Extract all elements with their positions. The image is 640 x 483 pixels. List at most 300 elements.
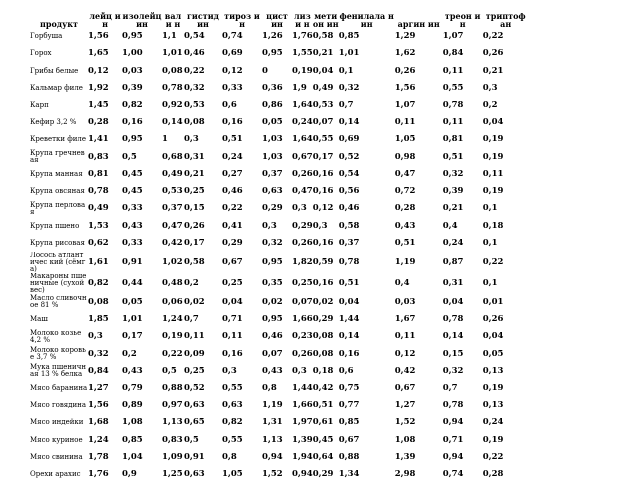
value-cell: 0,95 — [122, 134, 143, 145]
value-cell: 0,43 — [394, 220, 416, 231]
table-row — [30, 380, 529, 397]
value-cell: 0,29 — [262, 203, 283, 214]
value-cell: 1,64 — [292, 99, 313, 110]
value-cell: 0,67 — [338, 434, 360, 445]
value-cell: 0,29 — [312, 314, 334, 325]
column-header: вали н — [164, 11, 182, 29]
value-cell: 1,04 — [122, 451, 143, 462]
value-cell: 0,37 — [338, 237, 360, 248]
product-name-cell: Горбуша — [30, 32, 63, 41]
product-name-cell: Горох — [30, 49, 52, 58]
value-cell: 1,31 — [262, 417, 283, 428]
value-cell: 1,82 — [292, 256, 313, 267]
value-cell: 1,41 — [88, 134, 109, 145]
value-cell: 0,2 — [184, 277, 199, 288]
value-cell: 0,37 — [262, 168, 283, 179]
value-cell: 1,01 — [162, 48, 183, 59]
value-cell: 0,31 — [442, 277, 464, 288]
value-cell: 0,84 — [442, 48, 464, 59]
value-cell: 0,47 — [394, 168, 416, 179]
column-header: лейц ин — [89, 11, 121, 29]
value-cell: 0,65 — [184, 417, 205, 428]
value-cell: 0,3 — [292, 365, 307, 376]
value-cell: 0,33 — [122, 237, 143, 248]
value-cell: 0,29 — [312, 469, 334, 480]
value-cell: 0,14 — [162, 117, 183, 128]
value-cell: 0,47 — [162, 220, 183, 231]
value-cell: 0,78 — [338, 256, 360, 267]
value-cell: 0,53 — [184, 99, 205, 110]
value-cell: 0,95 — [262, 314, 283, 325]
value-cell: 0,42 — [312, 383, 334, 394]
value-cell: 0,81 — [88, 168, 109, 179]
column-header: лизи н — [294, 11, 311, 29]
value-cell: 0,52 — [184, 383, 205, 394]
value-cell: 0,94 — [442, 451, 464, 462]
value-cell: 0,19 — [482, 134, 504, 145]
value-cell: 1,68 — [88, 417, 109, 428]
value-cell: 0,62 — [88, 237, 109, 248]
value-cell: 0,04 — [222, 296, 243, 307]
product-name-cell: Мясо индейки — [30, 418, 84, 427]
column-header: аргин ин — [397, 19, 440, 29]
value-cell: 0,71 — [442, 434, 464, 445]
table-row — [30, 466, 529, 483]
value-cell: 0,63 — [222, 400, 243, 411]
value-cell: 1,01 — [122, 314, 143, 325]
value-cell: 0,46 — [222, 186, 243, 197]
value-cell: 0,11 — [184, 331, 205, 342]
value-cell: 1,27 — [88, 383, 109, 394]
value-cell: 0,24 — [442, 237, 464, 248]
value-cell: 0,46 — [184, 48, 205, 59]
value-cell: 0,72 — [394, 186, 416, 197]
value-cell: 0,94 — [292, 469, 313, 480]
table-row — [30, 397, 529, 414]
value-cell: 0,25 — [184, 186, 205, 197]
header-row — [30, 6, 529, 28]
value-cell: 0,45 — [122, 186, 143, 197]
value-cell: 0,32 — [262, 237, 283, 248]
value-cell: 0,32 — [442, 168, 464, 179]
value-cell: 0,28 — [394, 203, 416, 214]
value-cell: 0,55 — [222, 434, 243, 445]
value-cell: 0,14 — [338, 331, 360, 342]
value-cell: 0,19 — [482, 383, 504, 394]
value-cell: 0,7 — [338, 99, 354, 110]
value-cell: 0,6 — [338, 365, 354, 376]
value-cell: 0,44 — [122, 277, 143, 288]
table-row — [30, 114, 529, 131]
value-cell: 1,26 — [262, 31, 283, 42]
table-row — [30, 432, 529, 449]
value-cell: 1,07 — [394, 99, 416, 110]
value-cell: 0,71 — [222, 314, 243, 325]
product-name-cell: Масло сливочное 81 % — [30, 294, 87, 310]
value-cell: 0,22 — [162, 348, 183, 359]
value-cell: 0,52 — [338, 151, 360, 162]
value-cell: 1,66 — [292, 400, 313, 411]
value-cell: 0,78 — [442, 314, 464, 325]
value-cell: 0,08 — [88, 296, 109, 307]
value-cell: 0,95 — [122, 31, 143, 42]
value-cell: 1,24 — [162, 314, 183, 325]
value-cell: 1,39 — [394, 451, 416, 462]
product-name-cell: Макароны пшеничные (сухой вес) — [30, 272, 87, 294]
value-cell: 0,94 — [442, 417, 464, 428]
value-cell: 1,13 — [262, 434, 283, 445]
value-cell: 1,78 — [88, 451, 109, 462]
value-cell: 0,94 — [262, 451, 283, 462]
value-cell: 0,19 — [482, 434, 504, 445]
value-cell: 0,21 — [184, 168, 205, 179]
value-cell: 0,75 — [338, 383, 360, 394]
table-row — [30, 183, 529, 200]
value-cell: 0,45 — [312, 434, 334, 445]
value-cell: 0,67 — [222, 256, 243, 267]
value-cell: 0,53 — [312, 99, 334, 110]
value-cell: 0,37 — [162, 203, 183, 214]
product-name-cell: Мясо говядина — [30, 401, 86, 410]
value-cell: 1,09 — [162, 451, 183, 462]
value-cell: 0,22 — [482, 31, 504, 42]
amino-acid-table — [30, 6, 529, 483]
value-cell: 0,46 — [262, 331, 283, 342]
value-cell: 0,16 — [222, 348, 243, 359]
value-cell: 0,8 — [222, 451, 237, 462]
value-cell: 0,16 — [312, 237, 334, 248]
value-cell: 0,07 — [262, 348, 283, 359]
value-cell: 0,5 — [184, 434, 199, 445]
table-row — [30, 28, 529, 45]
value-cell: 0,55 — [222, 383, 243, 394]
value-cell: 1,94 — [292, 451, 313, 462]
value-cell: 0,26 — [292, 237, 313, 248]
value-cell: 0,1 — [338, 65, 354, 76]
value-cell: 0,79 — [122, 383, 143, 394]
value-cell: 0,04 — [312, 65, 334, 76]
value-cell: 0,49 — [312, 82, 334, 93]
table-row — [30, 45, 529, 62]
table-row — [30, 62, 529, 79]
value-cell: 0,14 — [442, 331, 464, 342]
value-cell: 0,32 — [338, 82, 360, 93]
value-cell: 1,52 — [394, 417, 416, 428]
value-cell: 0,88 — [338, 451, 360, 462]
value-cell: 1,56 — [88, 400, 109, 411]
value-cell: 0,17 — [184, 237, 205, 248]
value-cell: 0,12 — [222, 65, 243, 76]
value-cell: 0,58 — [312, 31, 334, 42]
value-cell: 1,65 — [88, 48, 109, 59]
table-row — [30, 273, 529, 294]
value-cell: 0,95 — [262, 256, 283, 267]
value-cell: 0,41 — [222, 220, 243, 231]
value-cell: 0,1 — [482, 203, 498, 214]
value-cell: 0,85 — [122, 434, 143, 445]
value-cell: 0,83 — [88, 151, 109, 162]
value-cell: 1,08 — [122, 417, 143, 428]
value-cell: 1,29 — [394, 31, 416, 42]
value-cell: 0,26 — [394, 65, 416, 76]
product-name-cell: Мясо баранина — [30, 384, 88, 393]
product-name-cell: Кальмар филе — [30, 83, 83, 92]
value-cell: 0,39 — [122, 82, 143, 93]
value-cell: 0,21 — [312, 48, 334, 59]
value-cell: 0,04 — [482, 331, 504, 342]
value-cell: 0,19 — [482, 151, 504, 162]
value-cell: 1,44 — [292, 383, 313, 394]
value-cell: 0,87 — [442, 256, 464, 267]
value-cell: 0,25 — [184, 365, 205, 376]
value-cell: 1,13 — [162, 417, 183, 428]
value-cell: 1,19 — [262, 400, 283, 411]
value-cell: 0,07 — [292, 296, 313, 307]
value-cell: 0,69 — [338, 134, 360, 145]
value-cell: 0,06 — [162, 296, 183, 307]
value-cell: 1,05 — [394, 134, 416, 145]
value-cell: 0,54 — [184, 31, 205, 42]
value-cell: 0,49 — [162, 168, 183, 179]
value-cell: 0,08 — [184, 117, 205, 128]
value-cell: 1,53 — [88, 220, 109, 231]
value-cell: 0 — [262, 65, 268, 76]
value-cell: 0,25 — [292, 277, 313, 288]
column-header: гистид ин — [187, 11, 219, 29]
value-cell: 0,81 — [442, 134, 464, 145]
product-name-cell: Карп — [30, 100, 49, 109]
value-cell: 1,27 — [394, 400, 416, 411]
value-cell: 1,01 — [338, 48, 360, 59]
table-row — [30, 363, 529, 380]
value-cell: 0,32 — [184, 82, 205, 93]
product-name-cell: Молоко коровье 3,7 % — [30, 346, 86, 362]
value-cell: 0,89 — [122, 400, 143, 411]
value-cell: 0,12 — [312, 203, 334, 214]
value-cell: 0,02 — [184, 296, 205, 307]
value-cell: 1,76 — [88, 469, 109, 480]
value-cell: 0,1 — [482, 277, 498, 288]
value-cell: 0,11 — [222, 331, 243, 342]
value-cell: 0,05 — [262, 117, 283, 128]
value-cell: 0,04 — [482, 117, 504, 128]
value-cell: 0,5 — [162, 365, 177, 376]
table-row — [30, 166, 529, 183]
value-cell: 0,09 — [184, 348, 205, 359]
value-cell: 0,17 — [312, 151, 334, 162]
value-cell: 0,23 — [292, 331, 313, 342]
value-cell: 0,53 — [162, 186, 183, 197]
value-cell: 0,2 — [122, 348, 137, 359]
value-cell: 0,12 — [88, 65, 109, 76]
value-cell: 1,67 — [394, 314, 416, 325]
value-cell: 1 — [162, 134, 168, 145]
value-cell: 0,13 — [482, 365, 504, 376]
value-cell: 0,78 — [442, 400, 464, 411]
value-cell: 0,08 — [312, 331, 334, 342]
value-cell: 0,78 — [88, 186, 109, 197]
value-cell: 0,55 — [312, 134, 334, 145]
value-cell: 0,22 — [482, 256, 504, 267]
value-cell: 1,52 — [262, 469, 283, 480]
value-cell: 0,82 — [122, 99, 143, 110]
table-row — [30, 200, 529, 217]
value-cell: 0,74 — [442, 469, 464, 480]
value-cell: 0,3 — [292, 203, 307, 214]
value-cell: 1,85 — [88, 314, 109, 325]
value-cell: 0,16 — [222, 117, 243, 128]
value-cell: 0,16 — [312, 186, 334, 197]
value-cell: 0,3 — [222, 365, 237, 376]
value-cell: 0,04 — [338, 296, 360, 307]
value-cell: 0,91 — [184, 451, 205, 462]
value-cell: 0,03 — [122, 65, 143, 76]
value-cell: 0,9 — [122, 469, 137, 480]
value-cell: 0,04 — [442, 296, 464, 307]
value-cell: 0,78 — [162, 82, 183, 93]
value-cell: 0,63 — [184, 469, 205, 480]
table-row — [30, 217, 529, 234]
product-name-cell: Крупа гречневая — [30, 149, 85, 165]
value-cell: 0,85 — [338, 417, 360, 428]
value-cell: 0,33 — [222, 82, 243, 93]
value-cell: 1,44 — [338, 314, 360, 325]
product-name-cell: Молоко козье 4,2 % — [30, 328, 82, 344]
product-name-cell: Крупа овсяная — [30, 187, 85, 196]
value-cell: 0,15 — [442, 348, 464, 359]
value-cell: 1,39 — [292, 434, 313, 445]
value-cell: 0,2 — [482, 99, 498, 110]
value-cell: 0,47 — [292, 186, 313, 197]
value-cell: 0,55 — [442, 82, 464, 93]
value-cell: 1,9 — [292, 82, 307, 93]
value-cell: 0,22 — [482, 451, 504, 462]
value-cell: 1,56 — [394, 82, 416, 93]
value-cell: 0,51 — [338, 277, 360, 288]
value-cell: 0,63 — [184, 400, 205, 411]
value-cell: 0,97 — [162, 400, 183, 411]
value-cell: 0,83 — [162, 434, 183, 445]
value-cell: 0,91 — [122, 256, 143, 267]
value-cell: 0,31 — [184, 151, 205, 162]
value-cell: 1,05 — [222, 469, 243, 480]
value-cell: 0,92 — [162, 99, 183, 110]
value-cell: 0,98 — [394, 151, 416, 162]
value-cell: 0,61 — [312, 417, 334, 428]
value-cell: 0,43 — [122, 365, 143, 376]
value-cell: 0,86 — [262, 99, 283, 110]
value-cell: 0,95 — [262, 48, 283, 59]
value-cell: 0,19 — [292, 65, 313, 76]
value-cell: 0,84 — [88, 365, 109, 376]
value-cell: 0,78 — [442, 99, 464, 110]
value-cell: 0,69 — [222, 48, 243, 59]
value-cell: 1,08 — [394, 434, 416, 445]
value-cell: 0,67 — [292, 151, 313, 162]
value-cell: 0,56 — [338, 186, 360, 197]
value-cell: 0,17 — [122, 331, 143, 342]
value-cell: 0,82 — [88, 277, 109, 288]
value-cell: 1,64 — [292, 134, 313, 145]
value-cell: 0,7 — [442, 383, 458, 394]
value-cell: 0,3 — [184, 134, 199, 145]
value-cell: 0,18 — [312, 365, 334, 376]
table-row — [30, 97, 529, 114]
value-cell: 0,74 — [222, 31, 243, 42]
value-cell: 0,21 — [482, 65, 504, 76]
value-cell: 1,55 — [292, 48, 313, 59]
value-cell: 0,3 — [482, 82, 498, 93]
value-cell: 0,03 — [394, 296, 416, 307]
value-cell: 0,32 — [442, 365, 464, 376]
product-name-cell: Мука пшеничная 13 % белка — [30, 363, 86, 379]
value-cell: 0,19 — [482, 186, 504, 197]
value-cell: 0,22 — [184, 65, 205, 76]
value-cell: 1,92 — [88, 82, 109, 93]
value-cell: 0,25 — [222, 277, 243, 288]
value-cell: 0,11 — [482, 168, 504, 179]
value-cell: 0,35 — [262, 277, 283, 288]
value-cell: 1,02 — [162, 256, 183, 267]
value-cell: 0,24 — [482, 417, 504, 428]
value-cell: 0,67 — [394, 383, 416, 394]
value-cell: 0,43 — [262, 365, 283, 376]
value-cell: 0,26 — [482, 314, 504, 325]
value-cell: 0,16 — [312, 168, 334, 179]
value-cell: 0,11 — [442, 65, 464, 76]
table-row — [30, 414, 529, 431]
value-cell: 0,24 — [222, 151, 243, 162]
value-cell: 0,02 — [312, 296, 334, 307]
value-cell: 0,51 — [312, 400, 334, 411]
value-cell: 0,26 — [184, 220, 205, 231]
value-cell: 0,18 — [482, 220, 504, 231]
value-cell: 0,33 — [122, 203, 143, 214]
table-row — [30, 252, 529, 273]
column-header: изолейц ин — [122, 11, 162, 29]
value-cell: 0,42 — [162, 237, 183, 248]
value-cell: 1,07 — [442, 31, 464, 42]
column-header: продукт — [40, 19, 78, 29]
product-name-cell: Крупа манная — [30, 169, 83, 178]
value-cell: 0,19 — [162, 331, 183, 342]
table-row — [30, 311, 529, 328]
value-cell: 0,16 — [312, 277, 334, 288]
product-name-cell: Кефир 3,2 % — [30, 118, 77, 127]
product-name-cell: Мясо свинина — [30, 452, 83, 461]
value-cell: 1,1 — [162, 31, 177, 42]
value-cell: 2,98 — [394, 469, 416, 480]
value-cell: 1,25 — [162, 469, 183, 480]
value-cell: 0,29 — [222, 237, 243, 248]
value-cell: 0,4 — [394, 277, 410, 288]
value-cell: 1,34 — [338, 469, 360, 480]
table-row — [30, 328, 529, 345]
column-header: треон ин — [444, 11, 481, 29]
value-cell: 0,11 — [394, 117, 416, 128]
value-cell: 0,58 — [184, 256, 205, 267]
value-cell: 0,48 — [162, 277, 183, 288]
value-cell: 0,27 — [222, 168, 243, 179]
column-header: тирoз ин — [224, 11, 260, 29]
table-row — [30, 149, 529, 166]
value-cell: 0,68 — [162, 151, 183, 162]
value-cell: 0,46 — [338, 203, 360, 214]
value-cell: 1,76 — [292, 31, 313, 42]
value-cell: 1,61 — [88, 256, 109, 267]
value-cell: 0,12 — [394, 348, 416, 359]
value-cell: 0,4 — [442, 220, 458, 231]
